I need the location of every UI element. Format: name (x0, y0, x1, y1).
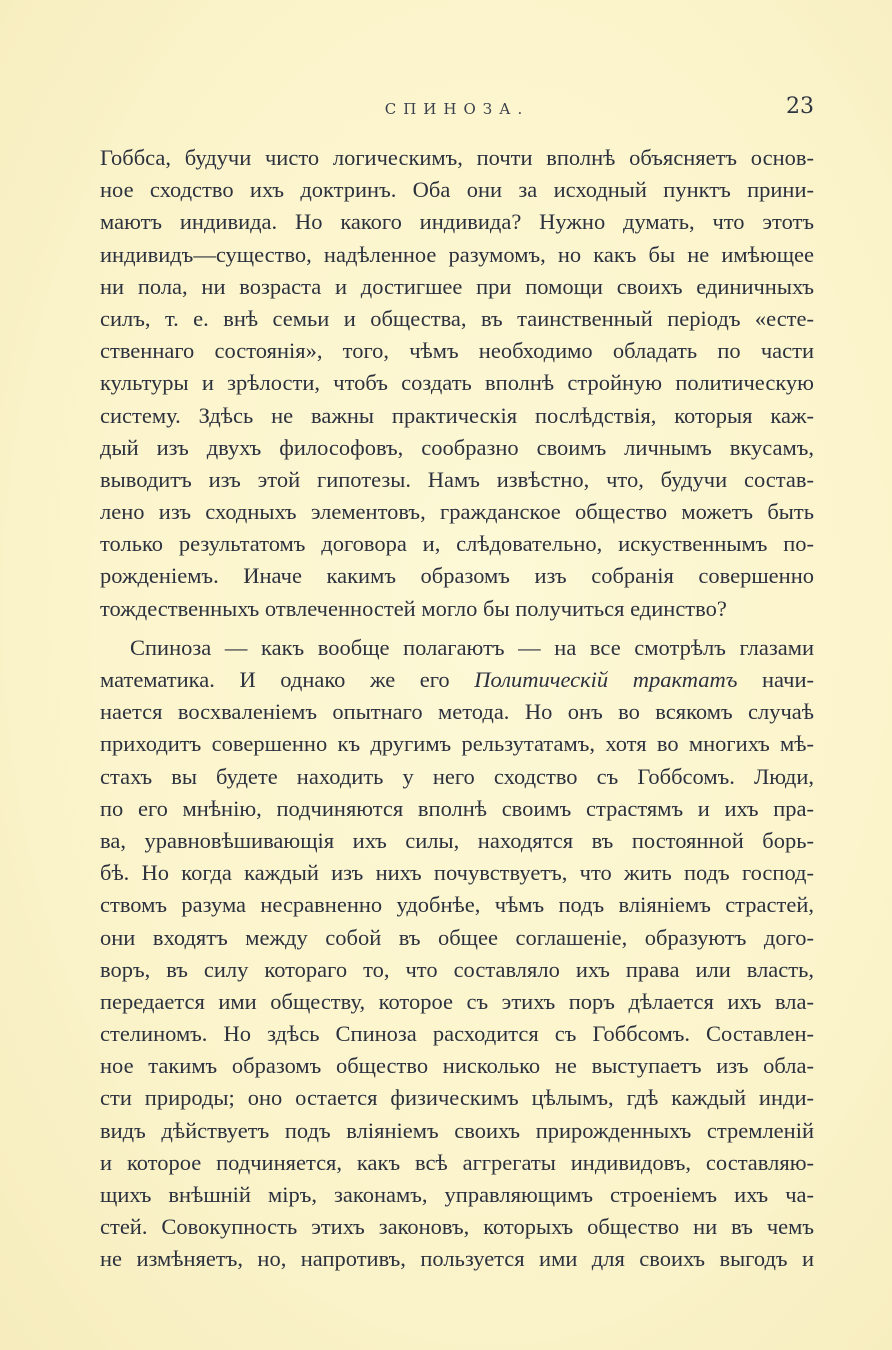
text-line: ни пола, ни возраста и достигшее при помощи своихъ единичныхъ (100, 273, 814, 299)
page-header (100, 94, 814, 130)
text-line: ное сходство ихъ доктринъ. Оба они за исходный пунктъ прини- (100, 177, 814, 203)
text-line: ва, уравновѣшивающія ихъ силы, находятся въ постоянной борь- (100, 827, 814, 853)
running-title: СПИНОЗА. (384, 100, 530, 118)
text-line: сти природы; оно остается физическимъ цѣлымъ, гдѣ каждый инди- (100, 1085, 814, 1111)
text-line: дый изъ двухъ философовъ, сообразно своимъ личнымъ вкусамъ, (100, 434, 814, 460)
text-line: стахъ вы будете находить у него сходство съ Гоббсомъ. Люди, (100, 763, 814, 789)
text-line: выводитъ изъ этой гипотезы. Намъ извѣстно, что, будучи состав- (100, 466, 814, 492)
text-line: они входятъ между собой въ общее соглашеніе, образуютъ дого- (100, 924, 814, 950)
text-line: стелиномъ. Но здѣсь Спиноза расходится съ Гоббсомъ. Составлен- (100, 1021, 814, 1047)
text-line: Спиноза — какъ вообще полагаютъ — на все смотрѣлъ глазами (130, 634, 814, 660)
text-line: нается восхваленіемъ опытнаго метода. Но онъ во всякомъ случаѣ (100, 699, 814, 725)
text-line: видъ дѣйствуетъ подъ вліяніемъ своихъ прирожденныхъ стремленій (100, 1117, 814, 1143)
text-line: маютъ индивида. Но какого индивида? Нужно думать, что этотъ (100, 209, 814, 235)
text-line: щихъ внѣшній міръ, законамъ, управляющимъ строеніемъ ихъ ча- (100, 1182, 814, 1207)
text-line: ное такимъ образомъ общество нисколько не выступаетъ изъ обла- (100, 1053, 814, 1079)
text-line: систему. Здѣсь не важны практическія послѣдствія, которыя каж- (100, 402, 814, 428)
text-line: приходитъ совершенно къ другимъ рельзутатамъ, хотя во многихъ мѣ- (100, 731, 814, 757)
page-number: 23 (786, 94, 814, 119)
text-line: только результатомъ договора и, слѣдовательно, искуственнымъ по- (100, 531, 814, 557)
paragraph-2 (100, 632, 814, 1276)
text-line: силъ, т. е. внѣ семьи и общества, въ таинственный періодъ «есте- (100, 305, 814, 331)
text-line: культуры и зрѣлости, чтобъ создать вполнѣ стройную политическую (100, 370, 814, 396)
text-line: индивидъ—существо, надѣленное разумомъ, но какъ бы не имѣющее (100, 241, 814, 267)
text-line: передается ими обществу, которое съ этихъ поръ дѣлается ихъ вла- (100, 988, 814, 1014)
text-line: по его мнѣнію, подчиняются вполнѣ своимъ страстямъ и ихъ пра- (100, 795, 814, 821)
text-line: ственнаго состоянія», того, чѣмъ необходимо обладать по части (100, 338, 814, 364)
text-line: и которое подчиняется, какъ всѣ аггрегаты индивидовъ, составляю- (100, 1149, 814, 1175)
text-line-with-title (100, 664, 814, 696)
italic-book-title: Политическій трактатъ (474, 667, 738, 692)
text-line: не измѣняетъ, но, напротивъ, пользуется ими для своихъ выгодъ и (100, 1246, 814, 1272)
text-line: рожденіемъ. Иначе какимъ образомъ изъ собранія совершенно (100, 563, 814, 589)
text-line: воръ, въ силу котораго то, что составляло ихъ права или власть, (100, 956, 814, 982)
paragraph-gap (100, 625, 814, 632)
paragraph-1 (100, 142, 814, 625)
text-line: тождественныхъ отвлеченностей могло бы получиться единство? (100, 595, 727, 621)
text-line: ствомъ разума несравненно удобнѣе, чѣмъ подъ вліяніемъ страстей, (100, 892, 814, 918)
text-fragment: математика. И однако же его (100, 667, 450, 692)
text-line: лено изъ сходныхъ элементовъ, гражданское общество можетъ быть (100, 499, 814, 525)
text-line: стей. Совокупность этихъ законовъ, которыхъ общество ни въ чемъ (100, 1214, 814, 1240)
text-fragment: начи- (762, 667, 814, 692)
body-text (100, 142, 814, 1276)
text-line: бѣ. Но когда каждый изъ нихъ почувствуетъ, что жить подъ господ- (100, 860, 814, 886)
text-line: Гоббса, будучи чисто логическимъ, почти вполнѣ объясняетъ основ- (100, 145, 814, 170)
